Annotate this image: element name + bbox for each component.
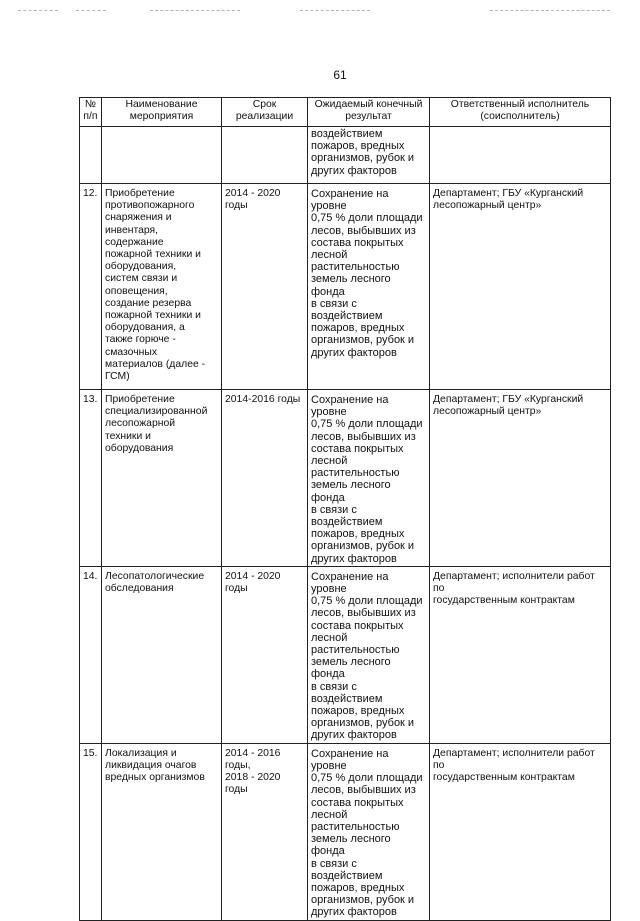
activities-table xyxy=(79,97,611,921)
header-number: № п/п xyxy=(80,98,102,127)
cell-responsible: Департамент; исполнители работ по государственным контрактам xyxy=(430,566,611,743)
cell-responsible: Департамент; исполнители работ по государственным контрактам xyxy=(430,743,611,920)
cell-number: 12. xyxy=(80,184,102,390)
cell-result: Сохранение на уровне 0,75 % доли площади лесов, выбывших из состава покрытых лесной растительностью земель лесного фонда в связи с воздействием пожаров, вредных организмов, рубок и других факторов xyxy=(308,184,430,390)
header-expected-result: Ожидаемый конечный результат xyxy=(308,98,430,127)
table-row xyxy=(80,566,611,743)
table-header-row xyxy=(80,98,611,127)
scan-artifact-line xyxy=(76,10,106,11)
cell-activity-name: Локализация и ликвидация очагов вредных организмов xyxy=(102,743,222,920)
cell-term: 2014-2016 годы xyxy=(222,390,308,567)
scan-artifact-line xyxy=(300,10,370,11)
cell-result: Сохранение на уровне 0,75 % доли площади лесов, выбывших из состава покрытых лесной растительностью земель лесного фонда в связи с воздействием пожаров, вредных организмов, рубок и других факторов xyxy=(308,566,430,743)
header-responsible: Ответственный исполнитель (соисполнитель) xyxy=(430,98,611,127)
cell-responsible: Департамент; ГБУ «Курганский лесопожарный центр» xyxy=(430,390,611,567)
scan-artifact-line xyxy=(18,10,58,11)
cell-result: воздействием пожаров, вредных организмов, рубок и других факторов xyxy=(308,127,430,184)
header-activity-name: Наименование мероприятия xyxy=(102,98,222,127)
cell-term: 2014 - 2016 годы, 2018 - 2020 годы xyxy=(222,743,308,920)
table-row xyxy=(80,743,611,920)
cell-term: 2014 - 2020 годы xyxy=(222,184,308,390)
table-row xyxy=(80,390,611,567)
cell-empty xyxy=(430,127,611,184)
cell-activity-name: Приобретение специализированной лесопожарной техники и оборудования xyxy=(102,390,222,567)
cell-number: 14. xyxy=(80,566,102,743)
cell-responsible: Департамент; ГБУ «Курганский лесопожарный центр» xyxy=(430,184,611,390)
cell-empty xyxy=(222,127,308,184)
header-term: Срок реализации xyxy=(222,98,308,127)
scan-artifact-line xyxy=(150,10,240,11)
cell-empty xyxy=(102,127,222,184)
cell-empty xyxy=(80,127,102,184)
page-number: 61 xyxy=(333,68,347,82)
cell-result: Сохранение на уровне 0,75 % доли площади лесов, выбывших из состава покрытых лесной растительностью земель лесного фонда в связи с воздействием пожаров, вредных организмов, рубок и других факторов xyxy=(308,743,430,920)
cell-activity-name: Приобретение противопожарного снаряжения и инвентаря, содержание пожарной техники и оборудования, систем связи и оповещения, создание резерва пожарной техники и оборудования, а также горюче - смазочных материалов (далее - ГСМ) xyxy=(102,184,222,390)
cell-activity-name: Лесопатологические обследования xyxy=(102,566,222,743)
table-row xyxy=(80,184,611,390)
scan-artifact-line xyxy=(490,10,610,11)
cell-term: 2014 - 2020 годы xyxy=(222,566,308,743)
cell-number: 13. xyxy=(80,390,102,567)
cell-result: Сохранение на уровне 0,75 % доли площади лесов, выбывших из состава покрытых лесной растительностью земель лесного фонда в связи с воздействием пожаров, вредных организмов, рубок и других факторов xyxy=(308,390,430,567)
cell-number: 15. xyxy=(80,743,102,920)
table-row-continuation xyxy=(80,127,611,184)
